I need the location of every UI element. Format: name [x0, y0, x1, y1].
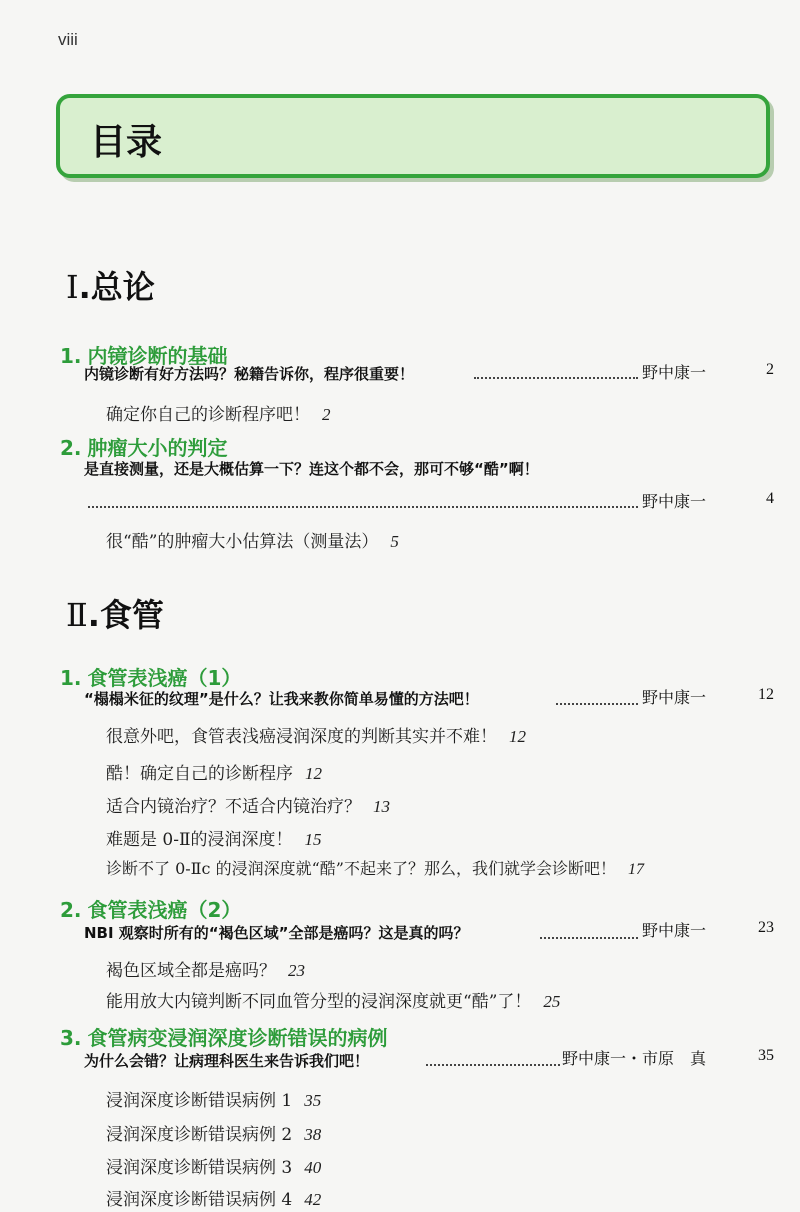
chapter-page[interactable]: 12	[758, 686, 774, 703]
toc-title-banner	[56, 94, 770, 178]
page-number: viii	[58, 30, 78, 49]
toc-entry[interactable]: 浸润深度诊断错误病例 4 42	[106, 1190, 322, 1210]
chapter-author: 野中康一	[642, 363, 707, 382]
chapter-heading[interactable]: 2. 肿瘤大小的判定	[60, 436, 228, 460]
chapter-page[interactable]: 23	[758, 919, 774, 936]
toc-title: 目录	[90, 122, 163, 163]
toc-entry[interactable]: 浸润深度诊断错误病例 1 35	[106, 1091, 322, 1111]
chapter-author: 野中康一	[642, 492, 707, 511]
toc-entry[interactable]: 浸润深度诊断错误病例 3 40	[106, 1158, 322, 1178]
toc-entry[interactable]: 难题是 0-Ⅱ的浸润深度！ 15	[106, 830, 322, 850]
chapter-subtitle: “榻榻米征的纹理”是什么？让我来教你简单易懂的方法吧！	[84, 690, 479, 708]
dot-leader	[540, 937, 638, 939]
chapter-author: 野中康一	[642, 921, 707, 940]
chapter-subtitle: 内镜诊断有好方法吗？秘籍告诉你，程序很重要！	[84, 365, 415, 383]
toc-entry[interactable]: 适合内镜治疗？不适合内镜治疗？ 13	[106, 797, 390, 817]
toc-entry[interactable]: 能用放大内镜判断不同血管分型的浸润深度就更“酷”了！ 25	[106, 992, 561, 1012]
part-heading-esophagus	[66, 590, 164, 636]
part-label: .食管	[87, 596, 164, 634]
chapter-page[interactable]: 4	[766, 490, 774, 507]
chapter-subtitle: NBI 观察时所有的“褐色区域”全部是癌吗？这是真的吗？	[84, 924, 469, 942]
toc-entry[interactable]: 确定你自己的诊断程序吧！ 2	[106, 405, 331, 425]
part-heading-general	[66, 262, 155, 308]
toc-entry[interactable]: 酷！确定自己的诊断程序 12	[106, 764, 322, 784]
chapter-heading[interactable]: 1. 内镜诊断的基础	[60, 344, 228, 368]
toc-entry[interactable]: 诊断不了 0-Ⅱc 的浸润深度就“酷”不起来了？那么，我们就学会诊断吧！ 17	[106, 859, 644, 878]
dot-leader	[474, 377, 638, 379]
dot-leader	[556, 703, 638, 705]
chapter-subtitle: 为什么会错？让病理科医生来告诉我们吧！	[84, 1052, 370, 1070]
toc-entry[interactable]: 浸润深度诊断错误病例 2 38	[106, 1125, 322, 1145]
toc-entry[interactable]: 很意外吧，食管表浅癌浸润深度的判断其实并不难！ 12	[106, 727, 526, 747]
dot-leader	[426, 1064, 560, 1066]
toc-entry[interactable]: 褐色区域全都是癌吗？ 23	[106, 961, 305, 981]
part-roman: Ⅰ	[66, 268, 79, 306]
chapter-heading[interactable]: 2. 食管表浅癌（2）	[60, 898, 242, 922]
chapter-heading[interactable]: 1. 食管表浅癌（1）	[60, 666, 242, 690]
chapter-heading[interactable]: 3. 食管病变浸润深度诊断错误的病例	[60, 1026, 388, 1050]
part-roman: Ⅱ	[66, 596, 88, 634]
dot-leader	[88, 506, 638, 508]
chapter-page[interactable]: 2	[766, 361, 774, 378]
chapter-subtitle: 是直接测量，还是大概估算一下？连这个都不会，那可不够“酷”啊！	[84, 460, 539, 478]
chapter-author: 野中康一・市原 真	[562, 1049, 707, 1068]
chapter-author: 野中康一	[642, 688, 707, 707]
chapter-page[interactable]: 35	[758, 1047, 774, 1064]
toc-entry[interactable]: 很“酷”的肿瘤大小估算法（测量法） 5	[106, 532, 399, 552]
part-label: .总论	[78, 268, 155, 306]
